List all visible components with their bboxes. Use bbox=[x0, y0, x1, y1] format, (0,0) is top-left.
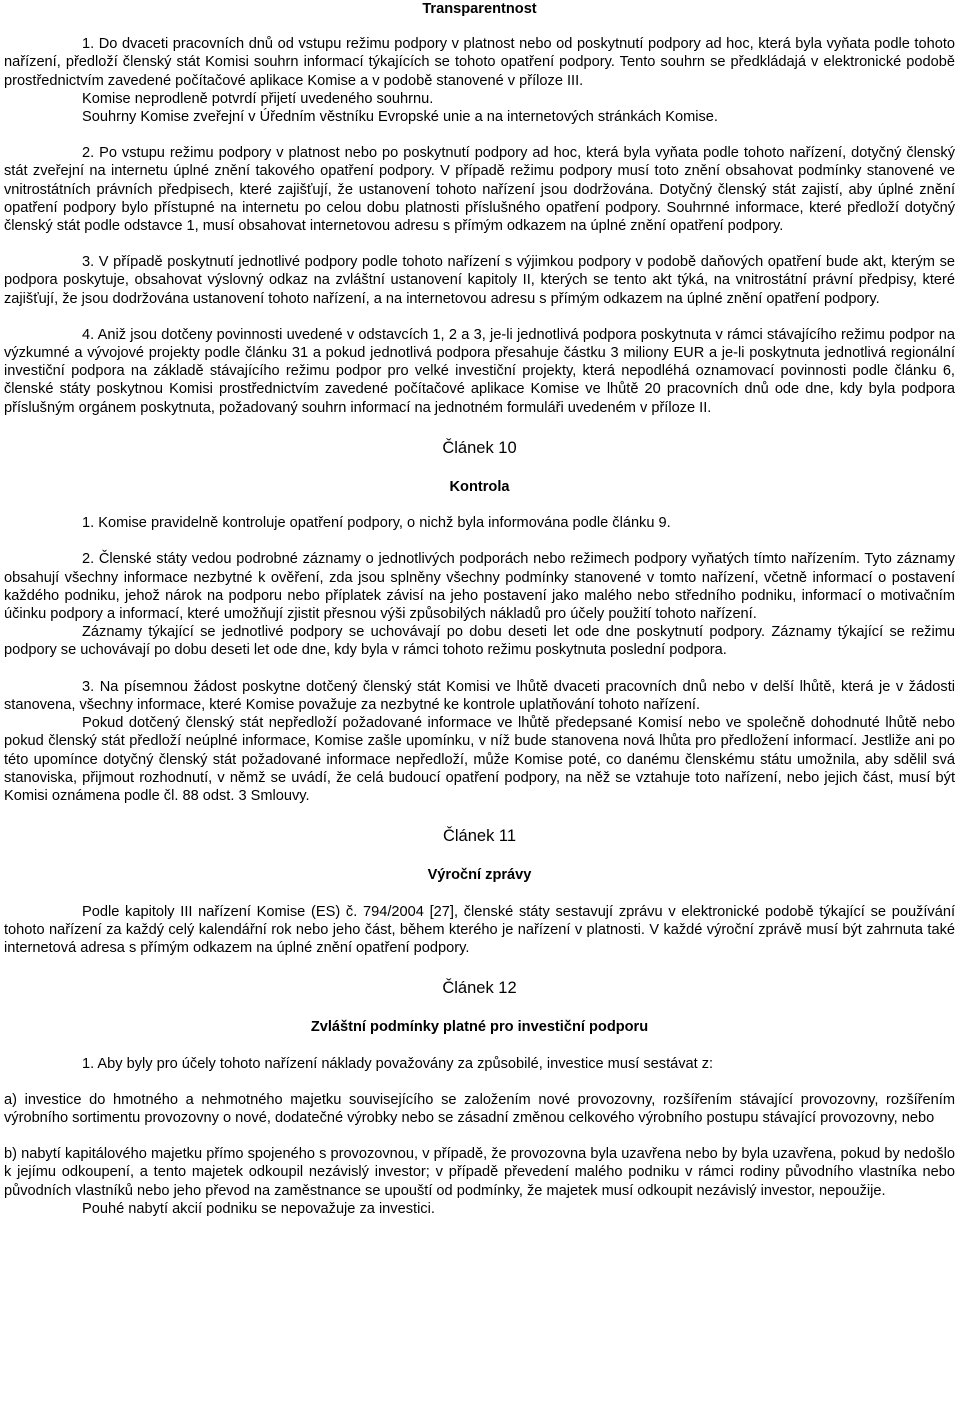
section-heading: Transparentnost bbox=[422, 1, 537, 17]
article-11-number: Článek 11 bbox=[442, 827, 517, 846]
paragraph-9-4: 4. Aniž jsou dotčeny povinnosti uvedené v odstavcích 1, 2 a 3, je-li jednotlivá podpora poskytnuta v rámci stávajícího režimu podpor na výzkumné a vývojové projekty podle článku 31 a pokud jednotlivá podpora přesahuje částku 3 miliony EUR a je-li poskytnuta jednotlivá regionální investiční podpora na základě stávajícího režimu podpor pro velké investiční projekty, která nepodléhá oznamovací povinnosti podle článku 6, členské státy poskytnou Komisi prostřednictvím zavedené počítačové aplikace Komise ve lhůtě 20 pracovních dnů ode dne, kdy byla podpora příslušným orgánem poskytnuta, požadovaný souhrn informací na jednotném formuláři uvedeném v příloze II. bbox=[4, 326, 955, 416]
paragraph-12-b2: Pouhé nabytí akcií podniku se nepovažuje za investici. bbox=[82, 1200, 435, 1217]
paragraph-11-1: Podle kapitoly III nařízení Komise (ES) č. 794/2004 [27], členské státy sestavují zprávu v elektronické podobě týkající se používání tohoto nařízení za každý celý kalendářní rok nebo jeho část, během kterého je nařízení v platnosti. V každé výroční zprávě musí být zahrnuta také internetová adresa s přímým odkazem na úplné znění opatření podpory. bbox=[4, 903, 955, 956]
paragraph-10-3: 3. Na písemnou žádost poskytne dotčený členský stát Komisi ve lhůtě dvaceti pracovních dnů nebo v delší lhůtě, která je v žádosti stanovena, všechny informace, které Komise považuje za nezbytné ke kontrole uplatňování tohoto nařízení. bbox=[4, 678, 955, 713]
paragraph-9-1c: Souhrny Komise zveřejní v Úředním věstníku Evropské unie a na internetových stránkách Komise. bbox=[82, 109, 718, 126]
paragraph-9-1b: Komise neprodleně potvrdí přijetí uvedeného souhrnu. bbox=[82, 90, 434, 107]
article-11-title: Výroční zprávy bbox=[427, 867, 532, 884]
paragraph-12-b: b) nabytí kapitálového majetku přímo spojeného s provozovnou, v případě, že provozovna byla uzavřena nebo by byla uzavřena, pokud by nedošlo k jejímu odkoupení, a tento majetek odkoupil nezávislý investor; v případě převedení malého podniku v rámci rodiny původního vlastníka nebo původních vlastníků nebo jeho převod na zaměstnance se upouští od podmínky, že majetek musí odkoupit nezávislý investor, nepoužije. bbox=[4, 1146, 955, 1199]
paragraph-12-1: 1. Aby byly pro účely tohoto nařízení náklady považovány za způsobilé, investice musí sestávat z: bbox=[82, 1055, 714, 1072]
paragraph-12-a: a) investice do hmotného a nehmotného majetku souvisejícího se založením nové provozovny, rozšířením stávající provozovny, rozšířením výrobního sortimentu provozovny o nové, dodatečné výrobky nebo se zásadní změnou celkového výrobního postupu stávající provozovny, nebo bbox=[4, 1091, 955, 1126]
paragraph-9-1: 1. Do dvaceti pracovních dnů od vstupu režimu podpory v platnost nebo od poskytnutí podpory ad hoc, která byla vyňata podle tohoto nařízení, předloží členský stát Komisi souhrn informací týkajících se tohoto opatření podpory. Tento souhrn se předkládajá v elektronické podobě prostřednictvím zavedené počítačové aplikace Komise a v podobě stanovené v příloze III. bbox=[4, 36, 955, 89]
article-10-title: Kontrola bbox=[449, 479, 510, 496]
article-12-title: Zvláštní podmínky platné pro investiční podporu bbox=[310, 1019, 649, 1036]
paragraph-10-3b: Pokud dotčený členský stát nepředloží požadované informace ve lhůtě předepsané Komisí nebo ve společně dohodnuté lhůtě nebo pokud členský stát předloží neúplné informace, Komise zašle upomínku, v níž bude stanovena nová lhůta pro předložení informací. Jestliže ani po této upomínce dotyčný členský stát požadované informace nepředloží, může Komise poté, co danému členskému státu umožnila, aby sdělil svá stanoviska, přijmout rozhodnutí, v němž se uvádí, že celá budoucí opatření podpory, na něž se vztahuje toto nařízení, nebo jejich část, musí být Komisi oznámena podle čl. 88 odst. 3 Smlouvy. bbox=[4, 715, 955, 804]
article-10-number: Článek 10 bbox=[442, 438, 517, 457]
paragraph-9-3: 3. V případě poskytnutí jednotlivé podpory podle tohoto nařízení s výjimkou podpory v podobě daňových opatření bude akt, kterým se podpora poskytuje, obsahovat výslovný odkaz na zvláštní ustanovení kapitoly II, kterých se tento akt týká, na vnitrostátní právní předpisy, které zajišťují, že jsou dodržována ustanovení tohoto nařízení, a na internetovou adresu s přímým odkazem na úplné znění opatření podpory. bbox=[4, 254, 955, 307]
paragraph-10-2b: Záznamy týkající se jednotlivé podpory se uchovávají po dobu deseti let ode dne poskytnutí podpory. Záznamy týkající se režimu podpory se uchovávají po dobu deseti let ode dne, kdy byla v rámci tohoto režimu poskytnuta poslední podpora. bbox=[4, 624, 955, 659]
article-12-number: Článek 12 bbox=[442, 979, 517, 998]
paragraph-9-2: 2. Po vstupu režimu podpory v platnost nebo po poskytnutí podpory ad hoc, která byla vyňata podle tohoto nařízení, dotyčný členský stát zveřejní na internetu úplné znění takového opatření podpory. V případě režimu podpory musí toto znění obsahovat podmínky stanovené ve vnitrostátních právních předpisech, které zajišťují, že ustanovení tohoto nařízení jsou dodržována. Dotyčný členský stát zajistí, aby úplné znění opatření podpory bylo přístupné na internetu po celou dobu platnosti příslušného opatření podpory. Souhrnné informace, které předloží dotyčný členský stát podle odstavce 1, musí obsahovat internetovou adresu s přímým odkazem na úplné znění opatření podpory. bbox=[4, 145, 955, 235]
paragraph-10-1: 1. Komise pravidelně kontroluje opatření podpory, o nichž byla informována podle článku 9. bbox=[82, 515, 671, 532]
paragraph-10-2: 2. Členské státy vedou podrobné záznamy o jednotlivých podporách nebo režimech podpory vyňatých tímto nařízením. Tyto záznamy obsahují všechny informace nezbytné k ověření, zda jsou splněny všechny podmínky stanovené v tomto nařízení, včetně informací o postavení každého podniku, jehož nárok na podporu nebo příplatek závisí na jeho postavení jako malého nebo středního podniku, informací o motivačním účinku podpory a informací, které umožňují zjistit přesnou výši způsobilých nákladů pro účely použití tohoto nařízení. bbox=[4, 551, 955, 623]
